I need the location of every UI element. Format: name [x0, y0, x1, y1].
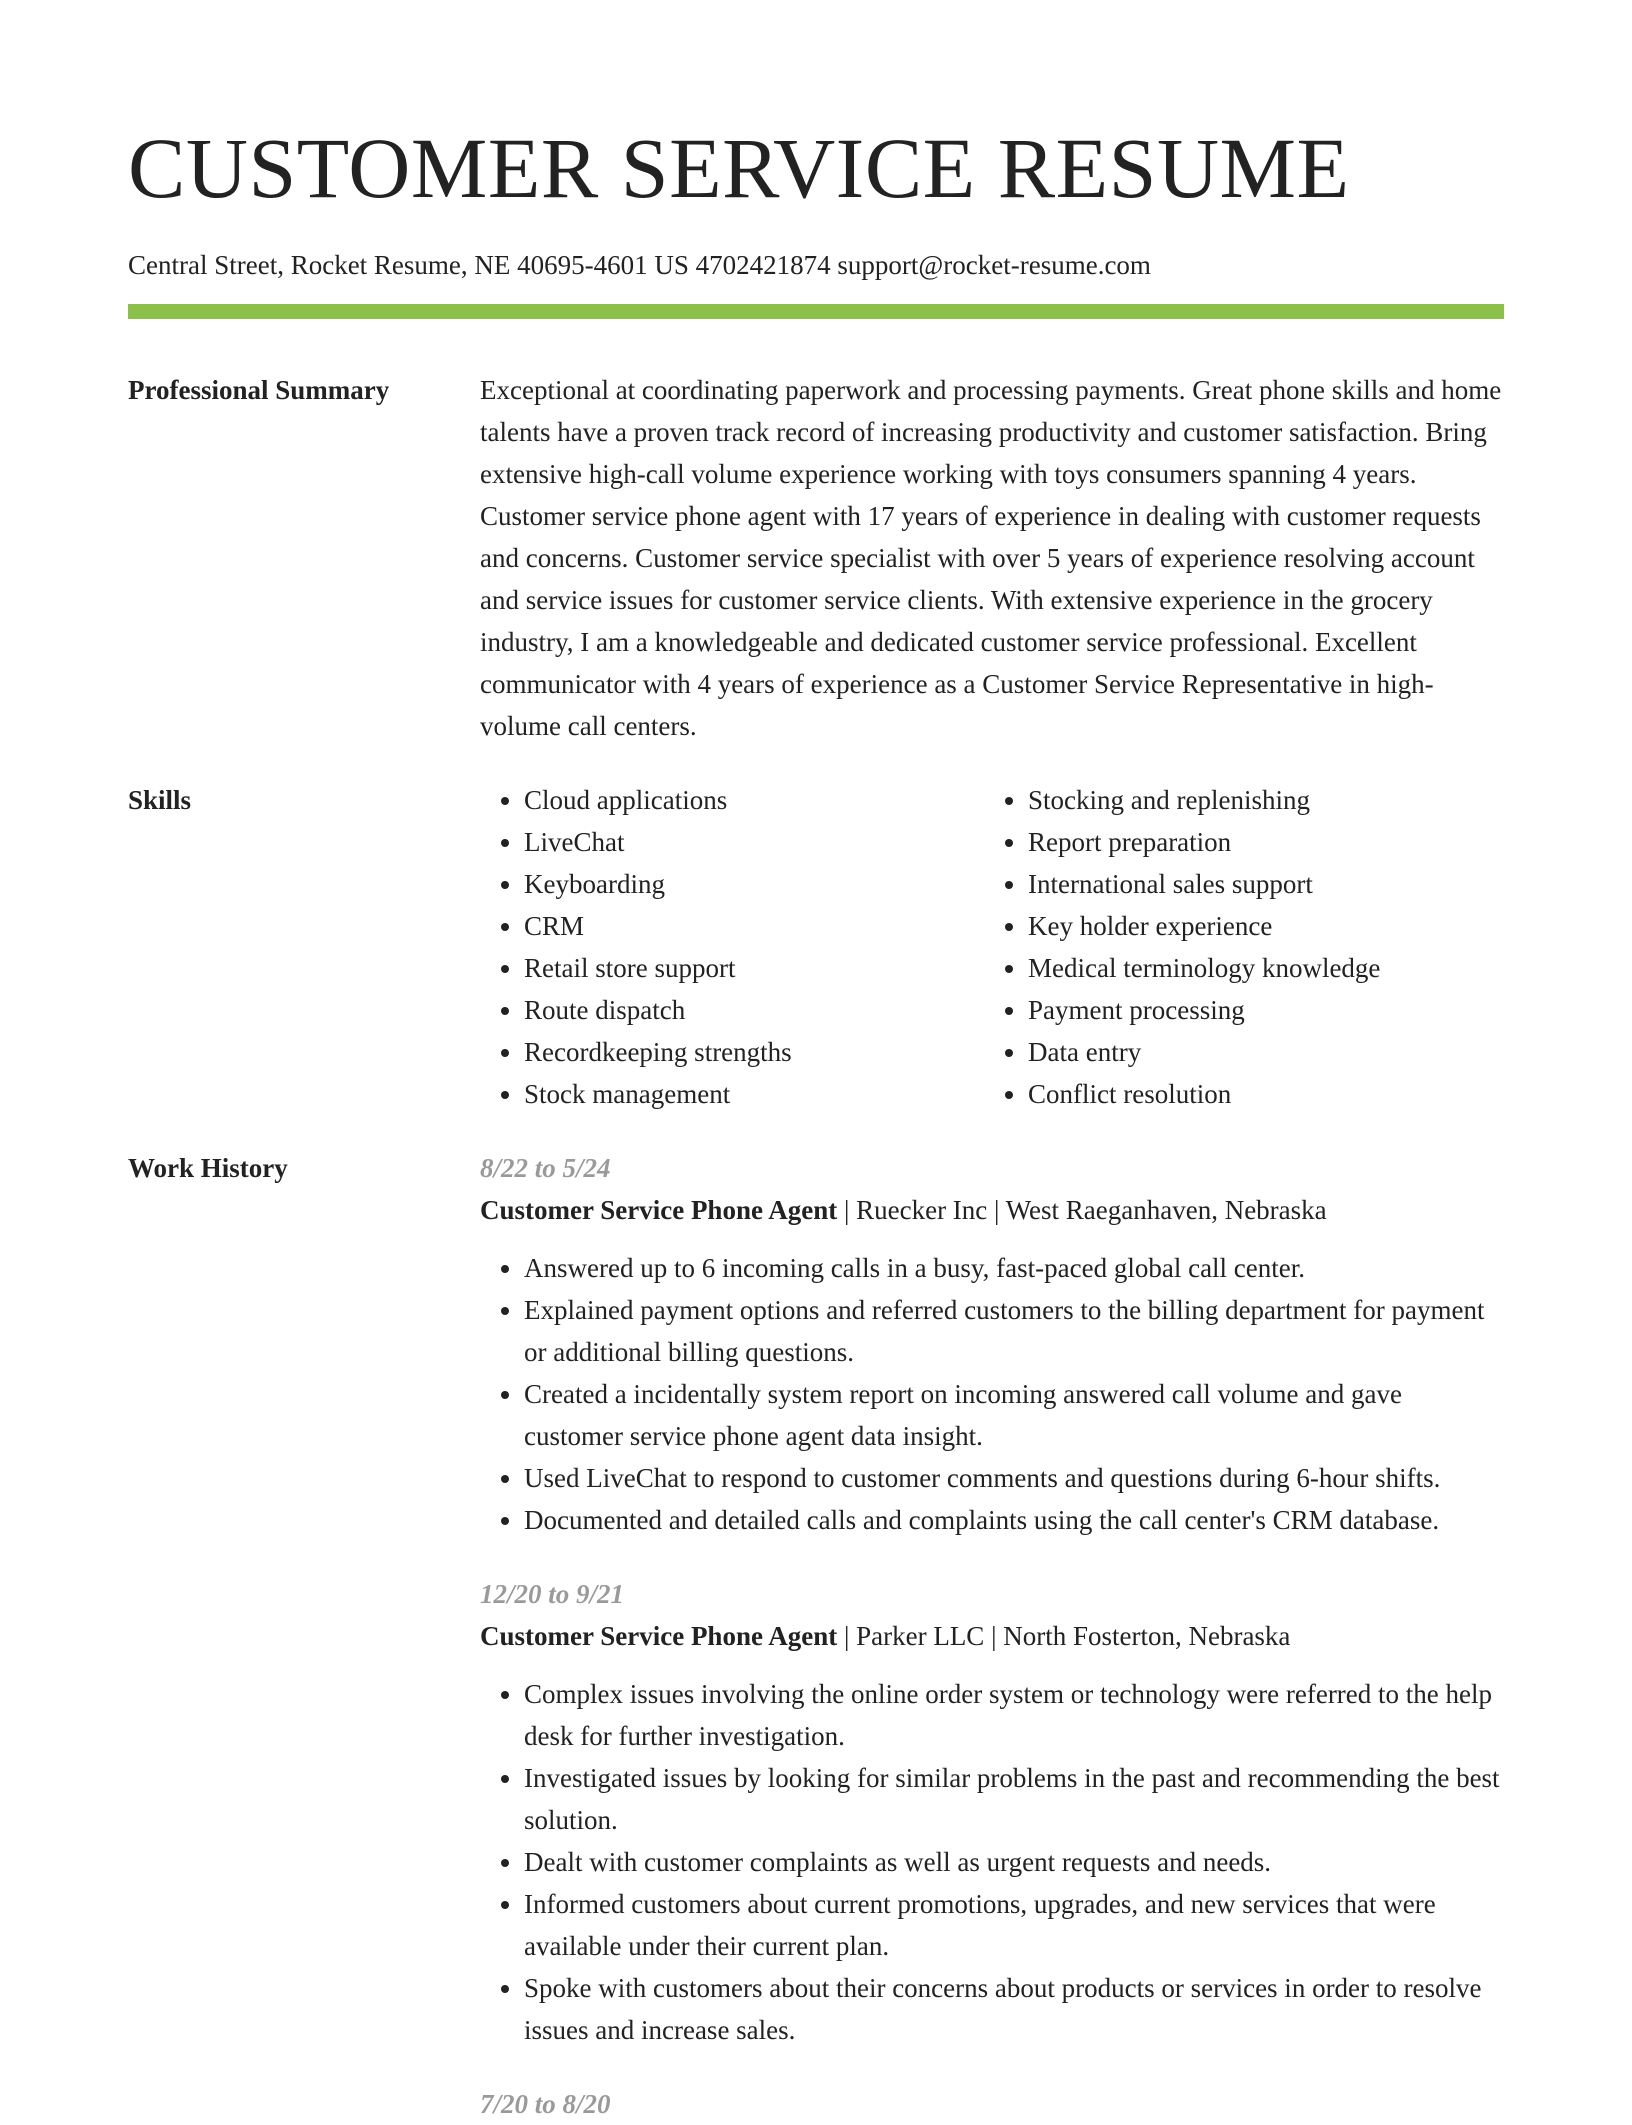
- skills-column-right: [984, 779, 1488, 1115]
- job-entry: [480, 1147, 1504, 1541]
- job-bullet: • Investigated issues by looking for similar problems in the past and recommending the best solution.: [524, 1757, 1504, 1841]
- skill-item: • Data entry: [1028, 1031, 1488, 1073]
- skill-item: • Retail store support: [524, 947, 984, 989]
- job-bullet: • Documented and detailed calls and complaints using the call center's CRM database.: [524, 1499, 1504, 1541]
- job-employer-location: | Ruecker Inc | West Raeganhaven, Nebraska: [837, 1195, 1327, 1225]
- job-dates: 8/22 to 5/24: [480, 1153, 611, 1183]
- skill-item: • Conflict resolution: [1028, 1073, 1488, 1115]
- skill-item: • Key holder experience: [1028, 905, 1488, 947]
- skill-item: • Cloud applications: [524, 779, 984, 821]
- job-employer-location: | Parker LLC | North Fosterton, Nebraska: [837, 1621, 1291, 1651]
- skill-item: • Route dispatch: [524, 989, 984, 1031]
- job-bullets: [480, 1247, 1504, 1541]
- job-entry: [480, 1573, 1504, 2051]
- job-dates: 7/20 to 8/20: [480, 2089, 611, 2119]
- professional-summary-section: [128, 369, 1504, 747]
- section-label-skills: Skills: [128, 785, 192, 815]
- skill-item: • Report preparation: [1028, 821, 1488, 863]
- job-bullet: • Informed customers about current promotions, upgrades, and new services that were available under their current plan.: [524, 1883, 1504, 1967]
- resume-title: CUSTOMER SERVICE RESUME: [128, 120, 1350, 216]
- work-history-section: [128, 1147, 1504, 2125]
- professional-summary-text: Exceptional at coordinating paperwork and processing payments. Great phone skills and home talents have a proven track record of increasing productivity and customer satisfaction. Bring extensive high-call volume experience working with toys consumers spanning 4 years. Customer service phone agent with 17 years of experience in dealing with customer requests and concerns. Customer service specialist with over 5 years of experience resolving account and service issues for customer service clients. With extensive experience in the grocery industry, I am a knowledgeable and dedicated customer service professional. Excellent communicator with 4 years of experience as a Customer Service Representative in high-volume call centers.: [480, 375, 1502, 741]
- contact-info: Central Street, Rocket Resume, NE 40695-4601 US 4702421874 support@rocket-resume.com: [128, 250, 1151, 280]
- skills-section: [128, 779, 1504, 1115]
- job-entry: [480, 2083, 1504, 2125]
- job-bullet: • Created a incidentally system report on incoming answered call volume and gave customer service phone agent data insight.: [524, 1373, 1504, 1457]
- skills-column-left: [480, 779, 984, 1115]
- skill-item: • Stocking and replenishing: [1028, 779, 1488, 821]
- job-bullet: • Answered up to 6 incoming calls in a busy, fast-paced global call center.: [524, 1247, 1504, 1289]
- work-history-body: [480, 1147, 1504, 2125]
- job-dates: 12/20 to 9/21: [480, 1579, 625, 1609]
- skill-item: • Stock management: [524, 1073, 984, 1115]
- section-label-work-history: Work History: [128, 1153, 288, 1183]
- job-bullet: • Complex issues involving the online order system or technology were referred to the help desk for further investigation.: [524, 1673, 1504, 1757]
- resume-page: [128, 0, 1504, 2125]
- job-bullets: [480, 1673, 1504, 2051]
- skill-item: • International sales support: [1028, 863, 1488, 905]
- job-bullet: • Used LiveChat to respond to customer comments and questions during 6-hour shifts.: [524, 1457, 1504, 1499]
- job-bullet: • Spoke with customers about their concerns about products or services in order to resolve issues and increase sales.: [524, 1967, 1504, 2051]
- job-heading: [480, 1189, 1504, 1231]
- skills-list-left: [480, 779, 984, 1115]
- section-label-professional-summary: Professional Summary: [128, 375, 390, 405]
- job-bullet: • Explained payment options and referred customers to the billing department for payment or additional billing questions.: [524, 1289, 1504, 1373]
- job-title: Customer Service Phone Agent: [480, 1195, 838, 1225]
- job-heading: [480, 1615, 1504, 1657]
- skill-item: • LiveChat: [524, 821, 984, 863]
- skills-body: [480, 779, 1504, 1115]
- skill-item: • CRM: [524, 905, 984, 947]
- job-title: Customer Service Phone Agent: [480, 1621, 838, 1651]
- skills-list-right: [984, 779, 1488, 1115]
- skill-item: • Recordkeeping strengths: [524, 1031, 984, 1073]
- skill-item: • Payment processing: [1028, 989, 1488, 1031]
- accent-divider: [128, 304, 1504, 319]
- skills-columns: [480, 779, 1504, 1115]
- job-bullet: • Dealt with customer complaints as well as urgent requests and needs.: [524, 1841, 1504, 1883]
- skill-item: • Keyboarding: [524, 863, 984, 905]
- skill-item: • Medical terminology knowledge: [1028, 947, 1488, 989]
